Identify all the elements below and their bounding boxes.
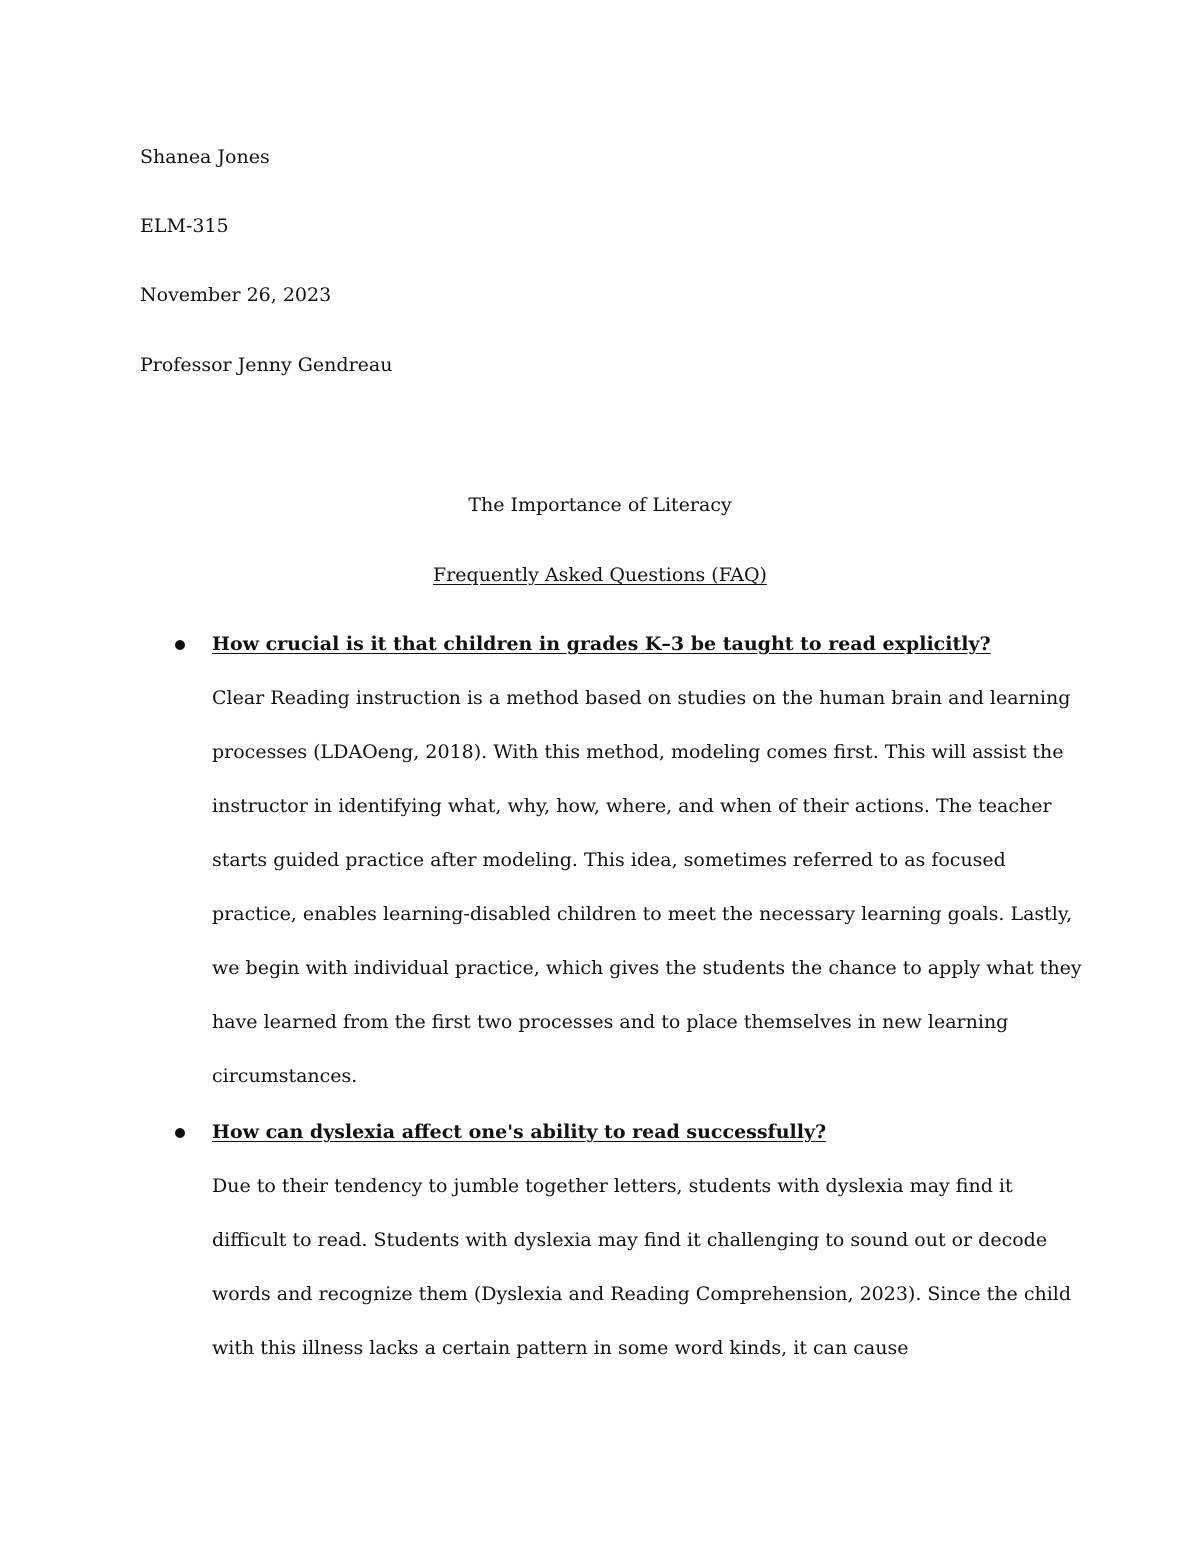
page-subtitle: Frequently Asked Questions (FAQ)	[433, 564, 767, 586]
faq-question: How can dyslexia affect one's ability to read successfully?	[212, 1121, 827, 1143]
answer-line: instructor in identifying what, why, how, where, and when of their actions. The teacher	[212, 795, 1052, 817]
document-date: November 26, 2023	[140, 284, 332, 306]
answer-line: have learned from the first two processes and to place themselves in new learning	[212, 1011, 1009, 1033]
answer-line: practice, enables learning-disabled children to meet the necessary learning goals. Lastly,	[212, 903, 1073, 925]
faq-question: How crucial is it that children in grades K–3 be taught to read explicitly?	[212, 633, 991, 655]
page-title: The Importance of Literacy	[468, 494, 732, 516]
bullet-icon	[175, 640, 185, 650]
answer-line: with this illness lacks a certain pattern in some word kinds, it can cause	[212, 1337, 909, 1359]
answer-line: Clear Reading instruction is a method based on studies on the human brain and learning	[212, 687, 1071, 709]
course-code: ELM-315	[140, 215, 229, 237]
answer-line: we begin with individual practice, which gives the students the chance to apply what they	[212, 957, 1082, 979]
answer-line: difficult to read. Students with dyslexia may find it challenging to sound out or decode	[212, 1229, 1048, 1251]
answer-line: starts guided practice after modeling. This idea, sometimes referred to as focused	[212, 849, 1006, 871]
bullet-icon	[175, 1128, 185, 1138]
answer-line: processes (LDAOeng, 2018). With this method, modeling comes first. This will assist the	[212, 741, 1064, 763]
answer-line: Due to their tendency to jumble together letters, students with dyslexia may find it	[212, 1175, 1013, 1197]
answer-line: words and recognize them (Dyslexia and Reading Comprehension, 2023). Since the child	[212, 1283, 1072, 1305]
author-name: Shanea Jones	[140, 146, 270, 168]
professor-name: Professor Jenny Gendreau	[140, 354, 393, 376]
answer-line: circumstances.	[212, 1065, 358, 1087]
